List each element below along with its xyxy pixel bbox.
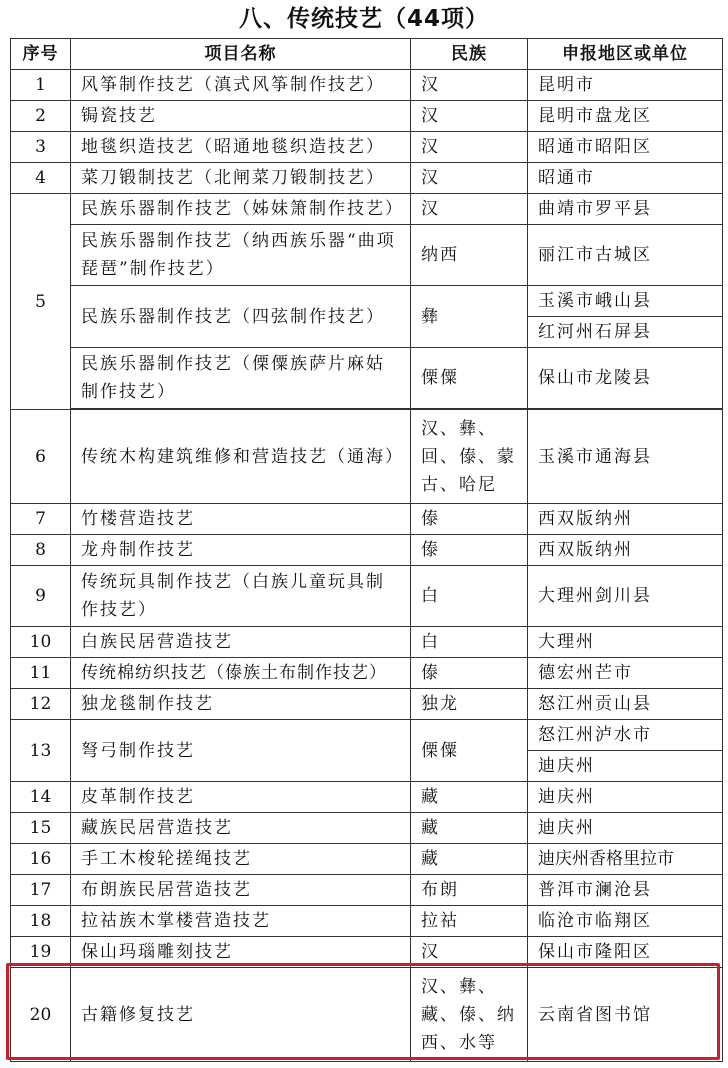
table-row — [11, 906, 723, 937]
row-no: 20 — [11, 968, 71, 1062]
table-row — [11, 504, 723, 535]
ethnic-group: 彝 — [411, 286, 528, 348]
table-row — [11, 844, 723, 875]
ethnic-group: 汉 — [411, 132, 528, 163]
ethnic-group: 布朗 — [411, 875, 528, 906]
project-name: 竹楼营造技艺 — [71, 504, 411, 535]
region: 昆明市 — [528, 70, 723, 101]
ethnic-group: 汉 — [411, 101, 528, 132]
region: 迪庆州 — [528, 751, 723, 782]
ethnic-group: 傣 — [411, 535, 528, 566]
region: 昆明市盘龙区 — [528, 101, 723, 132]
region: 红河州石屏县 — [528, 317, 723, 348]
ethnic-group: 白 — [411, 566, 528, 627]
row-no: 8 — [11, 535, 71, 566]
table-row — [11, 782, 723, 813]
table-row — [11, 163, 723, 194]
ethnic-group: 汉、彝、藏、傣、纳西、水等 — [411, 968, 528, 1062]
ethnic-group: 拉祜 — [411, 906, 528, 937]
table-row — [11, 566, 723, 627]
ethnic-group: 汉 — [411, 194, 528, 225]
ethnic-group: 汉 — [411, 70, 528, 101]
project-name: 皮革制作技艺 — [71, 782, 411, 813]
project-name: 锔瓷技艺 — [71, 101, 411, 132]
region: 保山市龙陵县 — [528, 348, 723, 409]
region: 丽江市古城区 — [528, 225, 723, 286]
region: 西双版纳州 — [528, 535, 723, 566]
ethnic-group: 傈僳 — [411, 720, 528, 782]
region: 昭通市 — [528, 163, 723, 194]
region: 迪庆州 — [528, 782, 723, 813]
header-region: 申报地区或单位 — [528, 39, 723, 70]
section-title: 八、传统技艺（44项） — [238, 6, 489, 32]
row-no: 16 — [11, 844, 71, 875]
region: 西双版纳州 — [528, 504, 723, 535]
row-no: 12 — [11, 689, 71, 720]
region: 大理州剑川县 — [528, 566, 723, 627]
table-row — [11, 348, 723, 409]
region: 昭通市昭阳区 — [528, 132, 723, 163]
region: 迪庆州香格里拉市 — [528, 844, 723, 875]
ethnic-group: 纳西 — [411, 225, 528, 286]
row-no: 15 — [11, 813, 71, 844]
ethnic-group: 独龙 — [411, 689, 528, 720]
region: 玉溪市通海县 — [528, 410, 723, 504]
header-name: 项目名称 — [71, 39, 411, 70]
region: 怒江州泸水市 — [528, 720, 723, 751]
project-name: 龙舟制作技艺 — [71, 535, 411, 566]
ethnic-group: 汉、彝、回、傣、蒙古、哈尼 — [411, 410, 528, 504]
table-row — [11, 689, 723, 720]
row-no: 2 — [11, 101, 71, 132]
project-name: 传统棉纺织技艺（傣族土布制作技艺） — [71, 658, 411, 689]
region: 普洱市澜沧县 — [528, 875, 723, 906]
project-name: 拉祜族木掌楼营造技艺 — [71, 906, 411, 937]
ethnic-group: 傣 — [411, 504, 528, 535]
region: 曲靖市罗平县 — [528, 194, 723, 225]
table-row — [11, 132, 723, 163]
region: 怒江州贡山县 — [528, 689, 723, 720]
row-no: 17 — [11, 875, 71, 906]
project-name: 手工木梭轮搓绳技艺 — [71, 844, 411, 875]
project-name: 民族乐器制作技艺（四弦制作技艺） — [71, 286, 411, 348]
ethnic-group: 汉 — [411, 937, 528, 968]
ethnic-group: 白 — [411, 627, 528, 658]
project-name: 弩弓制作技艺 — [71, 720, 411, 782]
project-name: 民族乐器制作技艺（傈僳族萨片麻姑制作技艺） — [71, 348, 411, 409]
header-ethnic: 民族 — [411, 39, 528, 70]
region: 云南省图书馆 — [528, 968, 723, 1062]
project-name: 传统玩具制作技艺（白族儿童玩具制作技艺） — [71, 566, 411, 627]
region: 大理州 — [528, 627, 723, 658]
project-name: 古籍修复技艺 — [71, 968, 411, 1062]
region: 保山市隆阳区 — [528, 937, 723, 968]
table-row — [11, 720, 723, 751]
ethnic-group: 汉 — [411, 163, 528, 194]
table-row — [11, 627, 723, 658]
region: 德宏州芒市 — [528, 658, 723, 689]
table-row — [11, 875, 723, 906]
table-row — [11, 658, 723, 689]
table-row — [11, 70, 723, 101]
ethnic-group: 藏 — [411, 782, 528, 813]
table-row — [11, 410, 723, 504]
heritage-table — [10, 38, 723, 1062]
row-no: 13 — [11, 720, 71, 782]
project-name: 风筝制作技艺（滇式风筝制作技艺） — [71, 70, 411, 101]
table-row — [11, 225, 723, 286]
project-name: 白族民居营造技艺 — [71, 627, 411, 658]
table-header-row — [11, 39, 723, 70]
table-row — [11, 101, 723, 132]
region: 临沧市临翔区 — [528, 906, 723, 937]
project-name: 布朗族民居营造技艺 — [71, 875, 411, 906]
row-no: 3 — [11, 132, 71, 163]
row-no: 1 — [11, 70, 71, 101]
row-no: 9 — [11, 566, 71, 627]
table-row — [11, 286, 723, 317]
table-row-highlighted — [11, 968, 723, 1062]
region: 迪庆州 — [528, 813, 723, 844]
region: 玉溪市峨山县 — [528, 286, 723, 317]
row-no: 4 — [11, 163, 71, 194]
row-no: 14 — [11, 782, 71, 813]
row-no: 6 — [11, 410, 71, 504]
project-name: 保山玛瑙雕刻技艺 — [71, 937, 411, 968]
project-name: 独龙毯制作技艺 — [71, 689, 411, 720]
header-no: 序号 — [11, 39, 71, 70]
table-row — [11, 937, 723, 968]
project-name: 民族乐器制作技艺（纳西族乐器“曲项琵琶”制作技艺） — [71, 225, 411, 286]
ethnic-group: 藏 — [411, 813, 528, 844]
table-row — [11, 194, 723, 225]
project-name: 藏族民居营造技艺 — [71, 813, 411, 844]
row-no: 11 — [11, 658, 71, 689]
ethnic-group: 傣 — [411, 658, 528, 689]
table-row — [11, 535, 723, 566]
project-name: 传统木构建筑维修和营造技艺（通海） — [71, 410, 411, 504]
row-no: 10 — [11, 627, 71, 658]
project-name: 民族乐器制作技艺（姊妹箫制作技艺） — [71, 194, 411, 225]
row-no: 5 — [11, 194, 71, 410]
row-no: 18 — [11, 906, 71, 937]
row-no: 19 — [11, 937, 71, 968]
row-no: 7 — [11, 504, 71, 535]
table-row — [11, 813, 723, 844]
ethnic-group: 傈僳 — [411, 348, 528, 409]
project-name: 地毯织造技艺（昭通地毯织造技艺） — [71, 132, 411, 163]
project-name: 菜刀锻制技艺（北闸菜刀锻制技艺） — [71, 163, 411, 194]
ethnic-group: 藏 — [411, 844, 528, 875]
